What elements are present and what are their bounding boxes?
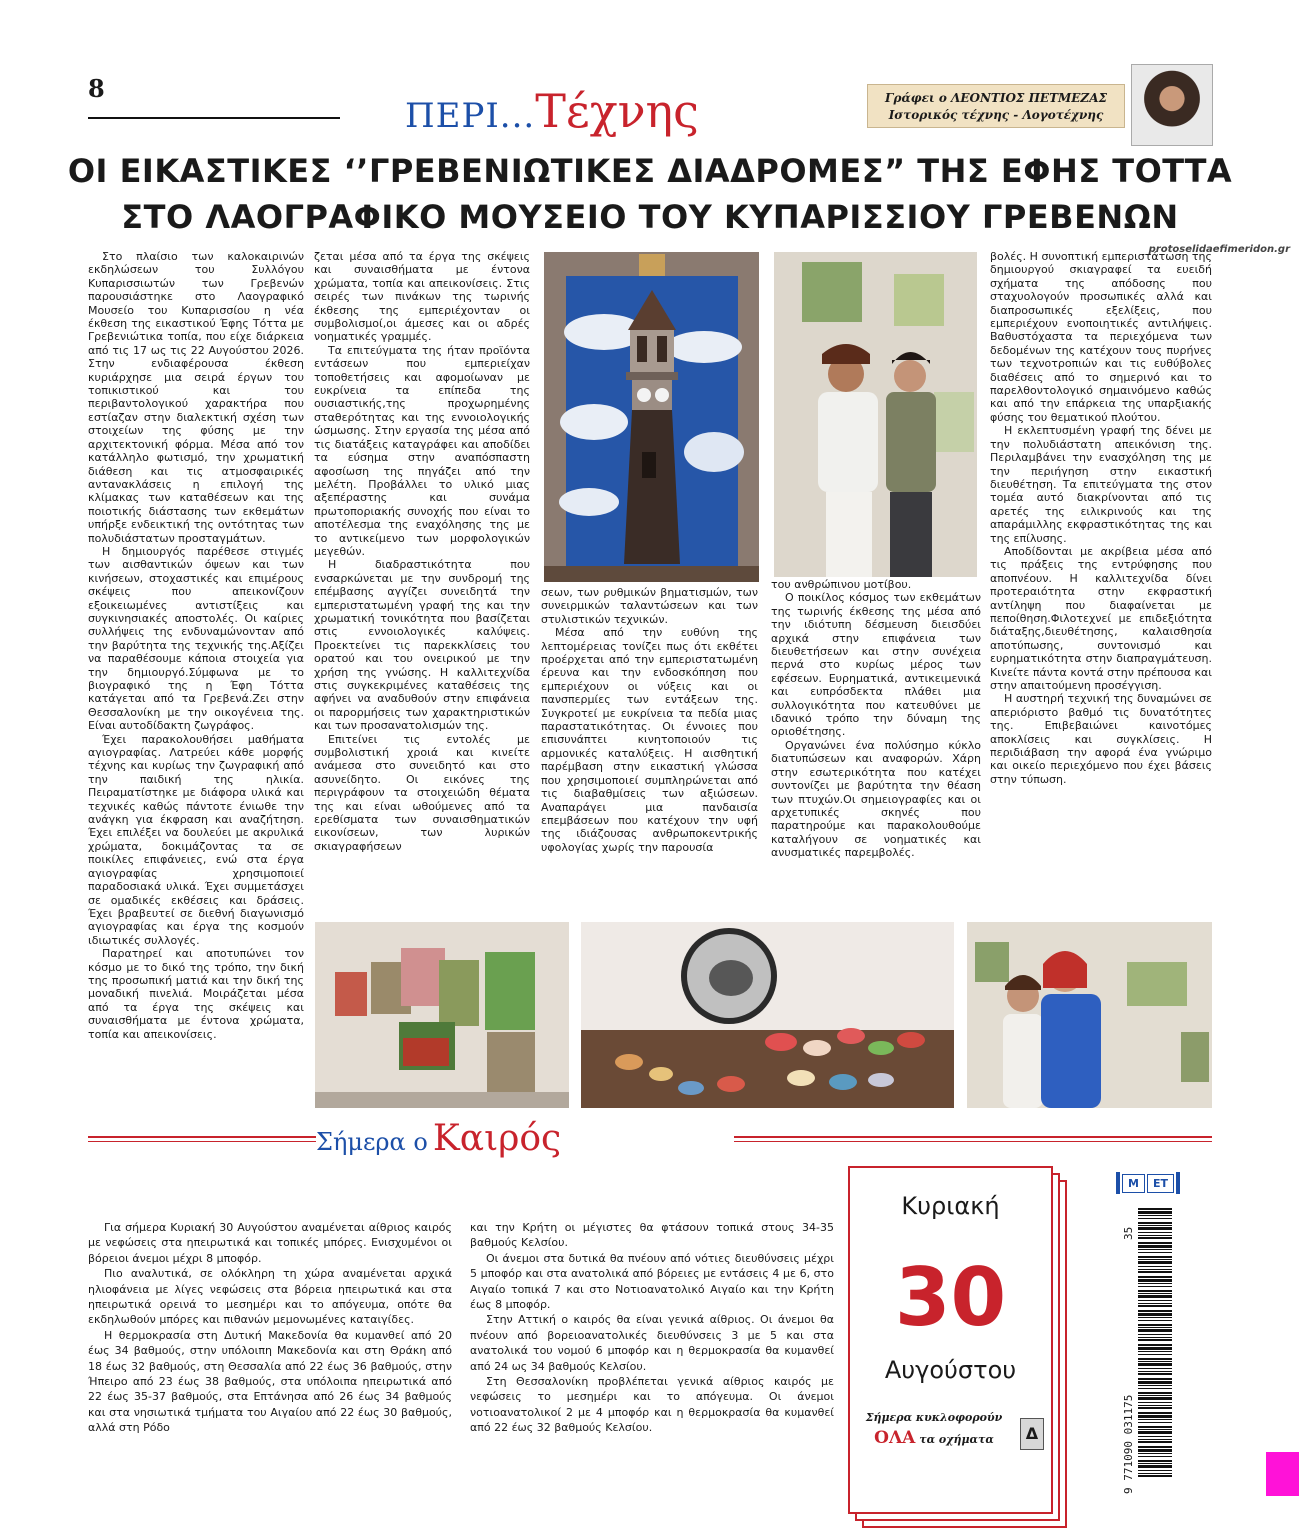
calendar-month: Αυγούστου: [884, 1356, 1017, 1384]
byline-role: Ιστορικός τέχνης - Λογοτέχνης: [888, 108, 1104, 122]
barcode-stripe: [1138, 1405, 1172, 1406]
weather-title: Καιρός: [432, 1118, 562, 1159]
article-column-3: [541, 586, 758, 908]
barcode-stripe: [1138, 1422, 1172, 1423]
barcode-stripe: [1138, 1222, 1172, 1224]
artist-portrait-photo: [774, 252, 977, 577]
paragraph: Παρατηρεί και αποτυπώνει τον κόσμο με το δικό της τρόπο, την δική της προσωπική ματιά και την δική της μοναδική πινελιά. Μοιράζεται μέσα από τα έργα της σκέψεις και συναισθήματα με έντονα χρώματα, τοπία και απεικονίσεις.: [88, 947, 304, 1041]
weather-column-2: [470, 1220, 834, 1520]
barcode-stripe: [1138, 1351, 1172, 1352]
calendar-sheet-front: [848, 1166, 1053, 1514]
barcode-stripe: [1138, 1475, 1172, 1477]
barcode-stripe: [1138, 1395, 1172, 1396]
barcode-stripe: [1138, 1419, 1172, 1420]
barcode-stripe: [1138, 1283, 1172, 1284]
barcode-stripe: [1138, 1218, 1172, 1219]
barcode-stripe: [1138, 1429, 1172, 1430]
headline-line-2: ΣΤΟ ΛΑΟΓΡΑΦΙΚΟ ΜΟΥΣΕΙΟ ΤΟΥ ΚΥΠΑΡΙΣΣΙΟΥ ΓΡΕΒΕΝΩΝ: [121, 198, 1179, 236]
barcode-stripe: [1138, 1310, 1172, 1312]
top-rule: [88, 117, 340, 119]
met-logo: [1116, 1172, 1180, 1194]
publisher-logo: Δ: [1020, 1418, 1044, 1450]
paragraph: Η διαδραστικότητα που ενσαρκώνεται με την συνδρομή της επέμβασης αγγίζει συνειδητά την εμπεριστατωμένη γραφή της και την χρωματική τονικότητα που βασίζεται στις εννοιολογικές καλύψεις. Προεκτείνει τις παρεκκλίσεις του ορατού και του ονειρικού με την χρήση της γνώσης. Η καλλιτεχνίδα στις συγκεκριμένες καταθέσεις της αφήνει να αναδυθούν στην επιφάνεια οι παρορμήσεις των χαρακτηριστικών και των προσανατολισμών της.: [314, 558, 530, 733]
barcode-stripe: [1138, 1465, 1172, 1468]
barcode-stripe: [1138, 1460, 1172, 1462]
weather-prefix: Σήμερα ο: [316, 1128, 428, 1156]
section-heading: [405, 84, 699, 138]
barcode-stripe: [1138, 1211, 1172, 1214]
paragraph: βολές. Η συνοπτική εμπεριστάτωση της δημιουργού σκιαγραφεί τα ευειδή σχήματα της απόδοσης που σταχυολογούν προσωπικές αλλά και διαπροσωπικές εξελίξεις, που εμπεριέχουν ενοποιητικές αντιλήψεις. Βαθυστόχαστα τα περιεχόμενα των δεδομένων της κατέχουν τους πυρήνες των τεχνοτροπιών και τις ευθύβολες διαθέσεις από το σημερινό και το παρελθοντολογικό σημαινόμενο καθώς και από την επάρκεια της υπαρξιακής φύσης του θεματικού πλούτου.: [990, 250, 1212, 424]
barcode-stripe: [1138, 1397, 1172, 1400]
paragraph: Η εκλεπτυσμένη γραφή της δένει με την πολυδιάστατη απεικόνιση της. Περιλαμβάνει την ενασχόληση της με την περιήγηση στην εικαστική διευθέτηση. Τα επιτεύγματα της στον τομέα αυτό διακρίνονται από τις αρετές της ειλικρινούς και της απαράμιλλης εκφραστικότητας της και της επίλυσης.: [990, 424, 1212, 545]
paragraph: Μέσα από την ευθύνη της λεπτομέρειας τονίζει πως ότι εκθέτει προέρχεται από την εμπεριστατωμένη έρευνα και την ενδοσκόπηση που εμπεριέχουν οι νύξεις και οι πανσπερμίες των εντάξεων της. Συγκροτεί με ευκρίνεια τα πεδία μιας παραστατικότητας. Οι έννοιες που επισυνάπτει κινητοποιούν τις αρμονικές καταλύξεις. Η αισθητική παρέμβαση στην εικαστική γλώσσα που χρησιμοποιεί συμπληρώνεται από τις διαβαθμίσεις των αξιώσεων. Αναπαράγει μια πανδαισία επεμβάσεων που κατέχουν την υφή της ιδιάζουσας ανθρωποκεντρικής υφολογίας χωρίς την παρουσία: [541, 626, 758, 854]
byline-author: Γράφει ο ΛΕΟΝΤΙΟΣ ΠΕΤΜΕΖΑΣ: [885, 91, 1107, 105]
barcode-stripe: [1138, 1385, 1172, 1386]
barcode-stripe: [1138, 1269, 1172, 1270]
met-logo-bar: [1176, 1172, 1180, 1194]
weather-heading: [316, 1118, 561, 1159]
section-prefix: ΠΕΡΙ...: [405, 96, 536, 136]
met-logo-bar: [1116, 1172, 1120, 1194]
paragraph: Οργανώνει ένα πολύσημο κύκλο διατυπώσεων και αναφορών. Χάρη στην εσωτερικότητα που κατέχει συντονίζει με βαρύτητα την θέαση των πτυχών.Οι σημειογραφίες και οι αρχετυπικές σκηνές που παρατηρούμε και παρακολουθούμε καταλήγουν σε νοηματικές και ανυσματικές παρεμβολές.: [771, 738, 981, 860]
barcode-stripe: [1138, 1407, 1172, 1409]
barcode-stripe: [1138, 1261, 1172, 1264]
paragraph: Επιτείνει τις εντολές με συμβολιστική χροιά και κινείτε ανάμεσα στο συνειδητό και στο ασυνείδητο. Οι εικόνες της περιγράφουν τα στοιχειώδη θέματα της και είναι ωθούμενες από τα ερεθίσματα των συναισθηματικών εικονίσεων, των λυρικών σκιαγραφήσεων: [314, 732, 530, 853]
headline: [60, 148, 1240, 240]
barcode-stripe: [1138, 1208, 1172, 1210]
barcode-stripe: [1138, 1286, 1172, 1287]
barcode-stripe: [1138, 1402, 1172, 1403]
barcode-stripe: [1138, 1381, 1172, 1384]
barcode-stripe: [1138, 1215, 1172, 1216]
barcode-stripe: [1138, 1271, 1172, 1273]
source-url: protoselidaefimeridon.gr: [1148, 244, 1290, 255]
barcode-number: 9 771090 031175: [1122, 1394, 1135, 1494]
barcode-stripe: [1138, 1456, 1172, 1457]
barcode-stripe: [1138, 1363, 1172, 1366]
article-column-5: [990, 250, 1212, 908]
barcode-stripe: [1138, 1329, 1172, 1332]
barcode-stripe: [1138, 1279, 1172, 1282]
barcode-stripe: [1138, 1446, 1172, 1448]
barcode-stripe: [1138, 1473, 1172, 1474]
barcode-stripe: [1138, 1358, 1172, 1360]
artist-with-guest-photo: [967, 922, 1212, 1108]
met-logo-right: ΕΤ: [1147, 1174, 1174, 1193]
barcode-stripe: [1138, 1327, 1172, 1328]
barcode-stripe: [1138, 1439, 1172, 1440]
barcode-stripe: [1138, 1431, 1172, 1434]
barcode-stripe: [1138, 1378, 1172, 1380]
barcode-stripe: [1138, 1266, 1172, 1267]
paragraph: Έχει παρακολουθήσει μαθήματα αγιογραφίας. Λατρεύει κάθε μορφής τέχνης και κυρίως την ζωγραφική από την παιδική της ηλικία. Πειραματίστηκε με διάφορα υλικά και τεχνικές καθώς πάντοτε ένιωθε την ανάγκη για έκφραση και αναζήτηση. Έχει επιλέξει να δουλεύει με ακρυλικά χρώματα, δοκιμάζοντας τα σε ποικίλες επιφάνειες, ενώ στα έργα αγιογραφίας χρησιμοποιεί παραδοσιακά υλικά. Έχει συμμετάσχει σε ομαδικές εκθέσεις και δράσεις. Έχει βραβευτεί σε διεθνή διαγωνισμό αγιογραφίας και έργα της κοσμούν ιδιωτικές συλλογές.: [88, 732, 304, 947]
calendar-date: 30: [894, 1251, 1007, 1344]
barcode-stripe: [1138, 1245, 1172, 1248]
paragraph: Στην Αττική ο καιρός θα είναι γενικά αίθριος. Οι άνεμοι θα πνέουν από βορειοανατολικές διευθύνσεις 3 με 5 και στα ανατολικά του νομού 6 μποφόρ και η θερμοκρασία θα κυμανθεί από 24 ως 34 βαθμούς Κελσίου.: [470, 1313, 834, 1373]
barcode-stripe: [1138, 1334, 1172, 1335]
barcode-stripe: [1138, 1276, 1172, 1278]
barcode-stripe: [1138, 1300, 1172, 1301]
barcode-stripe: [1138, 1371, 1172, 1372]
calendar-footer-line1: Σήμερα κυκλοφορούν: [865, 1411, 1003, 1424]
barcode-stripe: [1138, 1436, 1172, 1437]
byline-box: [867, 84, 1125, 128]
barcode-stripe: [1138, 1368, 1172, 1369]
calendar-footer-ola: ΟΛΑ: [874, 1428, 916, 1448]
barcode-issue-number: 35: [1122, 1226, 1135, 1240]
barcode-stripe: [1138, 1463, 1172, 1464]
calendar-day: Κυριακή: [901, 1192, 1000, 1220]
paragraph: ζεται μέσα από τα έργα της σκέψεις και συναισθήματα με έντονα χρώματα, τοπία και απεικονίσεις. Στις σειρές των πινάκων της τωρινής έκθεσης της εμπεριέχονταν οι συμβολισμοί,οι άμεσες και οι αδρές νοηματικές γραμμές.: [314, 250, 530, 344]
paragraph: Η δημιουργός παρέθεσε στιγμές των αισθαντικών όψεων και των κινήσεων, στοχαστικές και επιμέρους σκέψεις που απεικονίζουν εξοικειωμένες αντιστίξεις και συγκινησιακές αποστολές. Οι καίριες συλλήψεις της ενδυναμώνονταν από την βαρύτητα της τεχνικής της.Αξίζει να παραθέσουμε κάποια στοιχεία για την δημιουργό.Σύμφωνα με το βιογραφικό της η Έφη Τόττα κατάγεται από τα Γρεβενά.Ζει στην Θεσσαλονίκη με την οικογένεια της. Είναι αυτοδίδακτη ζωγράφος.: [88, 544, 304, 733]
barcode-stripe: [1138, 1453, 1172, 1454]
paragraph: Στο πλαίσιο των καλοκαιρινών εκδηλώσεων του Συλλόγου Κυπαρισσιωτών των Γρεβενών παρουσιάστηκε στο Λαογραφικό Μουσείο του Κυπαρισσίου η νέα έκθεση της εικαστικού Έφης Τόττα με Γρεβενιώτικα τοπία, που είχε διάρκεια από τις 17 ως τις 22 Αυγούστου 2026. Στην ενδιαφέρουσα έκθεση κυριάρχησε μια σειρά έργων του τοπικιστικού και του περιβαντολογικού χαρακτήρα που εστίαζαν στην διαλεκτική σχέση των στοιχείων της φύσης με την αρχιτεκτονική φόρμα. Μέσα από τον κατάλληλο φωτισμό, την χρωματική διάθεση και τις ατμοσφαιρικές αντανακλάσεις η επιλογή της κλίμακας των καταθέσεων και της ποιοτικής διάστασης των εκθεμάτων υπήρξε ενδεικτική της οντότητας των πολυδιάστατων προσταγμάτων.: [88, 250, 304, 545]
barcode-stripe: [1138, 1337, 1172, 1338]
article-column-1: [88, 250, 304, 1116]
barcode-stripe: [1138, 1354, 1172, 1355]
barcode-stripe: [1138, 1259, 1172, 1260]
barcode-stripe: [1138, 1290, 1172, 1292]
weather-rule-right: [734, 1136, 1212, 1142]
barcode-stripe: [1138, 1415, 1172, 1418]
barcode-stripe: [1138, 1249, 1172, 1250]
paragraph: Για σήμερα Κυριακή 30 Αυγούστου αναμένεται αίθριος καιρός με νεφώσεις στα ηπειρωτικά και τοπικές μπόρες. Ενισχυμένοι οι βόρειοι άνεμοι μέχρι 8 μποφόρ.: [88, 1221, 452, 1265]
barcode-stripe: [1138, 1339, 1172, 1341]
calendar-footer: [854, 1408, 1014, 1450]
barcode-stripe: [1138, 1256, 1172, 1258]
weather-rule-left: [88, 1136, 316, 1142]
barcode-stripe: [1138, 1227, 1172, 1230]
barcode-stripe: [1138, 1426, 1172, 1428]
paragraph: Τα επιτεύγματα της ήταν προϊόντα εντάσεων που εμπεριείχαν τοποθετήσεις και αφομοίωναν με ευκρίνεια τα επίπεδα της ουσιαστικής,της προχωρημένης σταθερότητας και της εννοιολογικής ώσμωσης. Στην εργασία της μέσα από τις διατάξεις καταγράφει και αποδίδει τα εύσημα στην αναπόσπαστη αφοσίωση της πηγάζει από την μελέτη. Προβάλλει το υλικό μιας αξεπέραστης και συνάμα πρωτοποριακής συνοχής που είναι το αποτέλεσμα της εναχόλησης της με το αντικείμενο των μορφολογικών μεγεθών.: [314, 343, 530, 558]
paragraph: του ανθρώπινου μοτίβου.: [771, 578, 912, 591]
paragraph: Οι άνεμοι στα δυτικά θα πνέουν από νότιες διευθύνσεις μέχρι 5 μποφόρ και στα ανατολικά από βόρειες με εντάσεις 4 με 6, στο Αιγαίο τοπικά 7 και στο Νοτιοανατολικό Αιγαίο και την Κρήτη έως 8 μποφόρ.: [470, 1251, 834, 1312]
headline-line-1: ΟΙ ΕΙΚΑΣΤΙΚΕΣ ‘’ΓΡΕΒΕΝΙΩΤΙΚΕΣ ΔΙΑΔΡΟΜΕΣ” ΤΗΣ ΕΦΗΣ ΤΟΤΤΑ: [67, 152, 1233, 190]
barcode-stripe: [1138, 1392, 1172, 1394]
article-column-4: [771, 578, 981, 908]
page-number: 8: [88, 74, 105, 103]
author-photo: [1131, 64, 1213, 146]
barcode-stripe: [1138, 1303, 1172, 1304]
barcode-stripe: [1138, 1388, 1172, 1389]
section-title: Τέχνης: [535, 84, 699, 138]
article-column-2: [314, 250, 530, 908]
clock-tower-painting-photo: [544, 252, 759, 582]
paragraph: και την Κρήτη οι μέγιστες θα φτάσουν τοπικά στους 34-35 βαθμούς Κελσίου.: [470, 1221, 834, 1250]
met-logo-left: Μ: [1122, 1174, 1145, 1193]
barcode-stripe: [1138, 1237, 1172, 1239]
barcode-stripe: [1138, 1324, 1172, 1326]
weather-column-1: [88, 1220, 452, 1520]
barcode-stripe: [1138, 1412, 1172, 1414]
calendar-footer-rest: τα οχήματα: [919, 1433, 994, 1446]
barcode-stripe: [1138, 1320, 1172, 1321]
paragraph: Πιο αναλυτικά, σε ολόκληρη τη χώρα αναμένεται αρχικά ηλιοφάνεια με λίγες νεφώσεις στα βόρεια ηπειρωτικά και στα ηπειρωτικά ορεινά το μεσημέρι και το απόγευμα, οπότε θα εκδηλωθούν μπόρες και πιθανών μεμονωμένες καταιγίδες.: [88, 1267, 452, 1327]
barcode-stripe: [1138, 1449, 1172, 1452]
barcode-stripe: [1138, 1373, 1172, 1375]
exhibition-wall-photo: [315, 922, 569, 1108]
barcode-stripe: [1138, 1252, 1172, 1253]
barcode-stripe: [1138, 1344, 1172, 1346]
barcode-stripe: [1138, 1232, 1172, 1233]
calendar-card: [848, 1166, 1068, 1536]
barcode-stripe: [1138, 1317, 1172, 1318]
barcode-stripe: [1138, 1242, 1172, 1244]
paragraph: Η αυστηρή τεχνική της δυναμώνει σε απεριόριστο βαθμό τις δυνατότητες της. Επιβεβαιώνει καινοτόμες αποκλίσεις και συγκλίσεις. Η περιδιάβαση την αφορά ένα γνώριμο και οικείο περιεχόμενο που έχει βάσεις στην τύπωση.: [990, 692, 1212, 786]
barcode-stripe: [1138, 1225, 1172, 1226]
paragraph: Αποδίδονται με ακρίβεια μέσα από τις πράξεις της εντρύφησης που αποπνέουν. Η καλλιτεχνίδα δίνει προτεραιότητα στην εκφραστική αντίληψη που διαφαίνεται με πεποίθηση.Φιλοτεχνεί με επιδεξιότητα διάταξης,διευθέτησης, καλαισθησία αποτύπωσης, συντονισμό και ευρηματικότητα στην διαπραγμάτευση. Κινείτε πάντα κοντά στην πρέπουσα και στην απαιτούμενη προσέγγιση.: [990, 544, 1212, 692]
barcode-stripe: [1138, 1293, 1172, 1294]
color-register-mark: [1266, 1452, 1299, 1496]
barcode-stripe: [1138, 1441, 1172, 1443]
paragraph: Ο ποικίλος κόσμος των εκθεμάτων της τωρινής έκθεσης της μέσα από την ιδιότυπη δέσμευση διεισδύει αρχικά στην επιφάνεια των διευθετήσεων και στην συνέχεια περνά στο κυρίως μέρος των εφέσεων. Ευρηματικά, αντικειμενικά και ευπρόσδεκτα πλάθει μια συλλογικότητα που κατευθύνει με ιδανικό τρόπο την δύναμη της οριοθέτησης.: [771, 591, 981, 739]
painted-stones-photo: [581, 922, 954, 1108]
paragraph: σεων, των ρυθμικών βηματισμών, των συνειρμικών ταλαντώσεων και των στυλιστικών τεχνικών.: [541, 586, 758, 626]
barcode-stripe: [1138, 1313, 1172, 1316]
barcode-stripe: [1138, 1347, 1172, 1350]
barcode-stripe: [1138, 1295, 1172, 1298]
paragraph: Στη Θεσσαλονίκη προβλέπεται γενικά αίθριος καιρός με νεφώσεις το μεσημέρι και το απόγευμα. Οι άνεμοι νοτιοανατολικοί 2 με 4 μποφόρ και η θερμοκρασία θα κυμανθεί από 22 έως 32 βαθμούς Κελσίου.: [470, 1375, 834, 1435]
paragraph: Η θερμοκρασία στη Δυτική Μακεδονία θα κυμανθεί από 20 έως 34 βαθμούς, στην υπόλοιπη Μακεδονία και στη Θράκη από 18 έως 32 βαθμούς, στη Θεσσαλία από 22 έως 36 βαθμούς, στην Ήπειρο από 23 έως 38 βαθμούς, στα υπόλοιπα ηπειρωτικά από 22 έως 35-37 βαθμούς, στα Επτάνησα από 26 έως 34 βαθμούς και στα νησιωτικά τμήματα του Αιγαίου από 22 έως 30 βαθμούς, αλλά στη Ρόδο: [88, 1328, 452, 1435]
barcode-stripe: [1138, 1305, 1172, 1307]
barcode-stripe: [1138, 1470, 1172, 1471]
barcode-stripe: [1138, 1361, 1172, 1362]
barcode-stripe: [1138, 1235, 1172, 1236]
